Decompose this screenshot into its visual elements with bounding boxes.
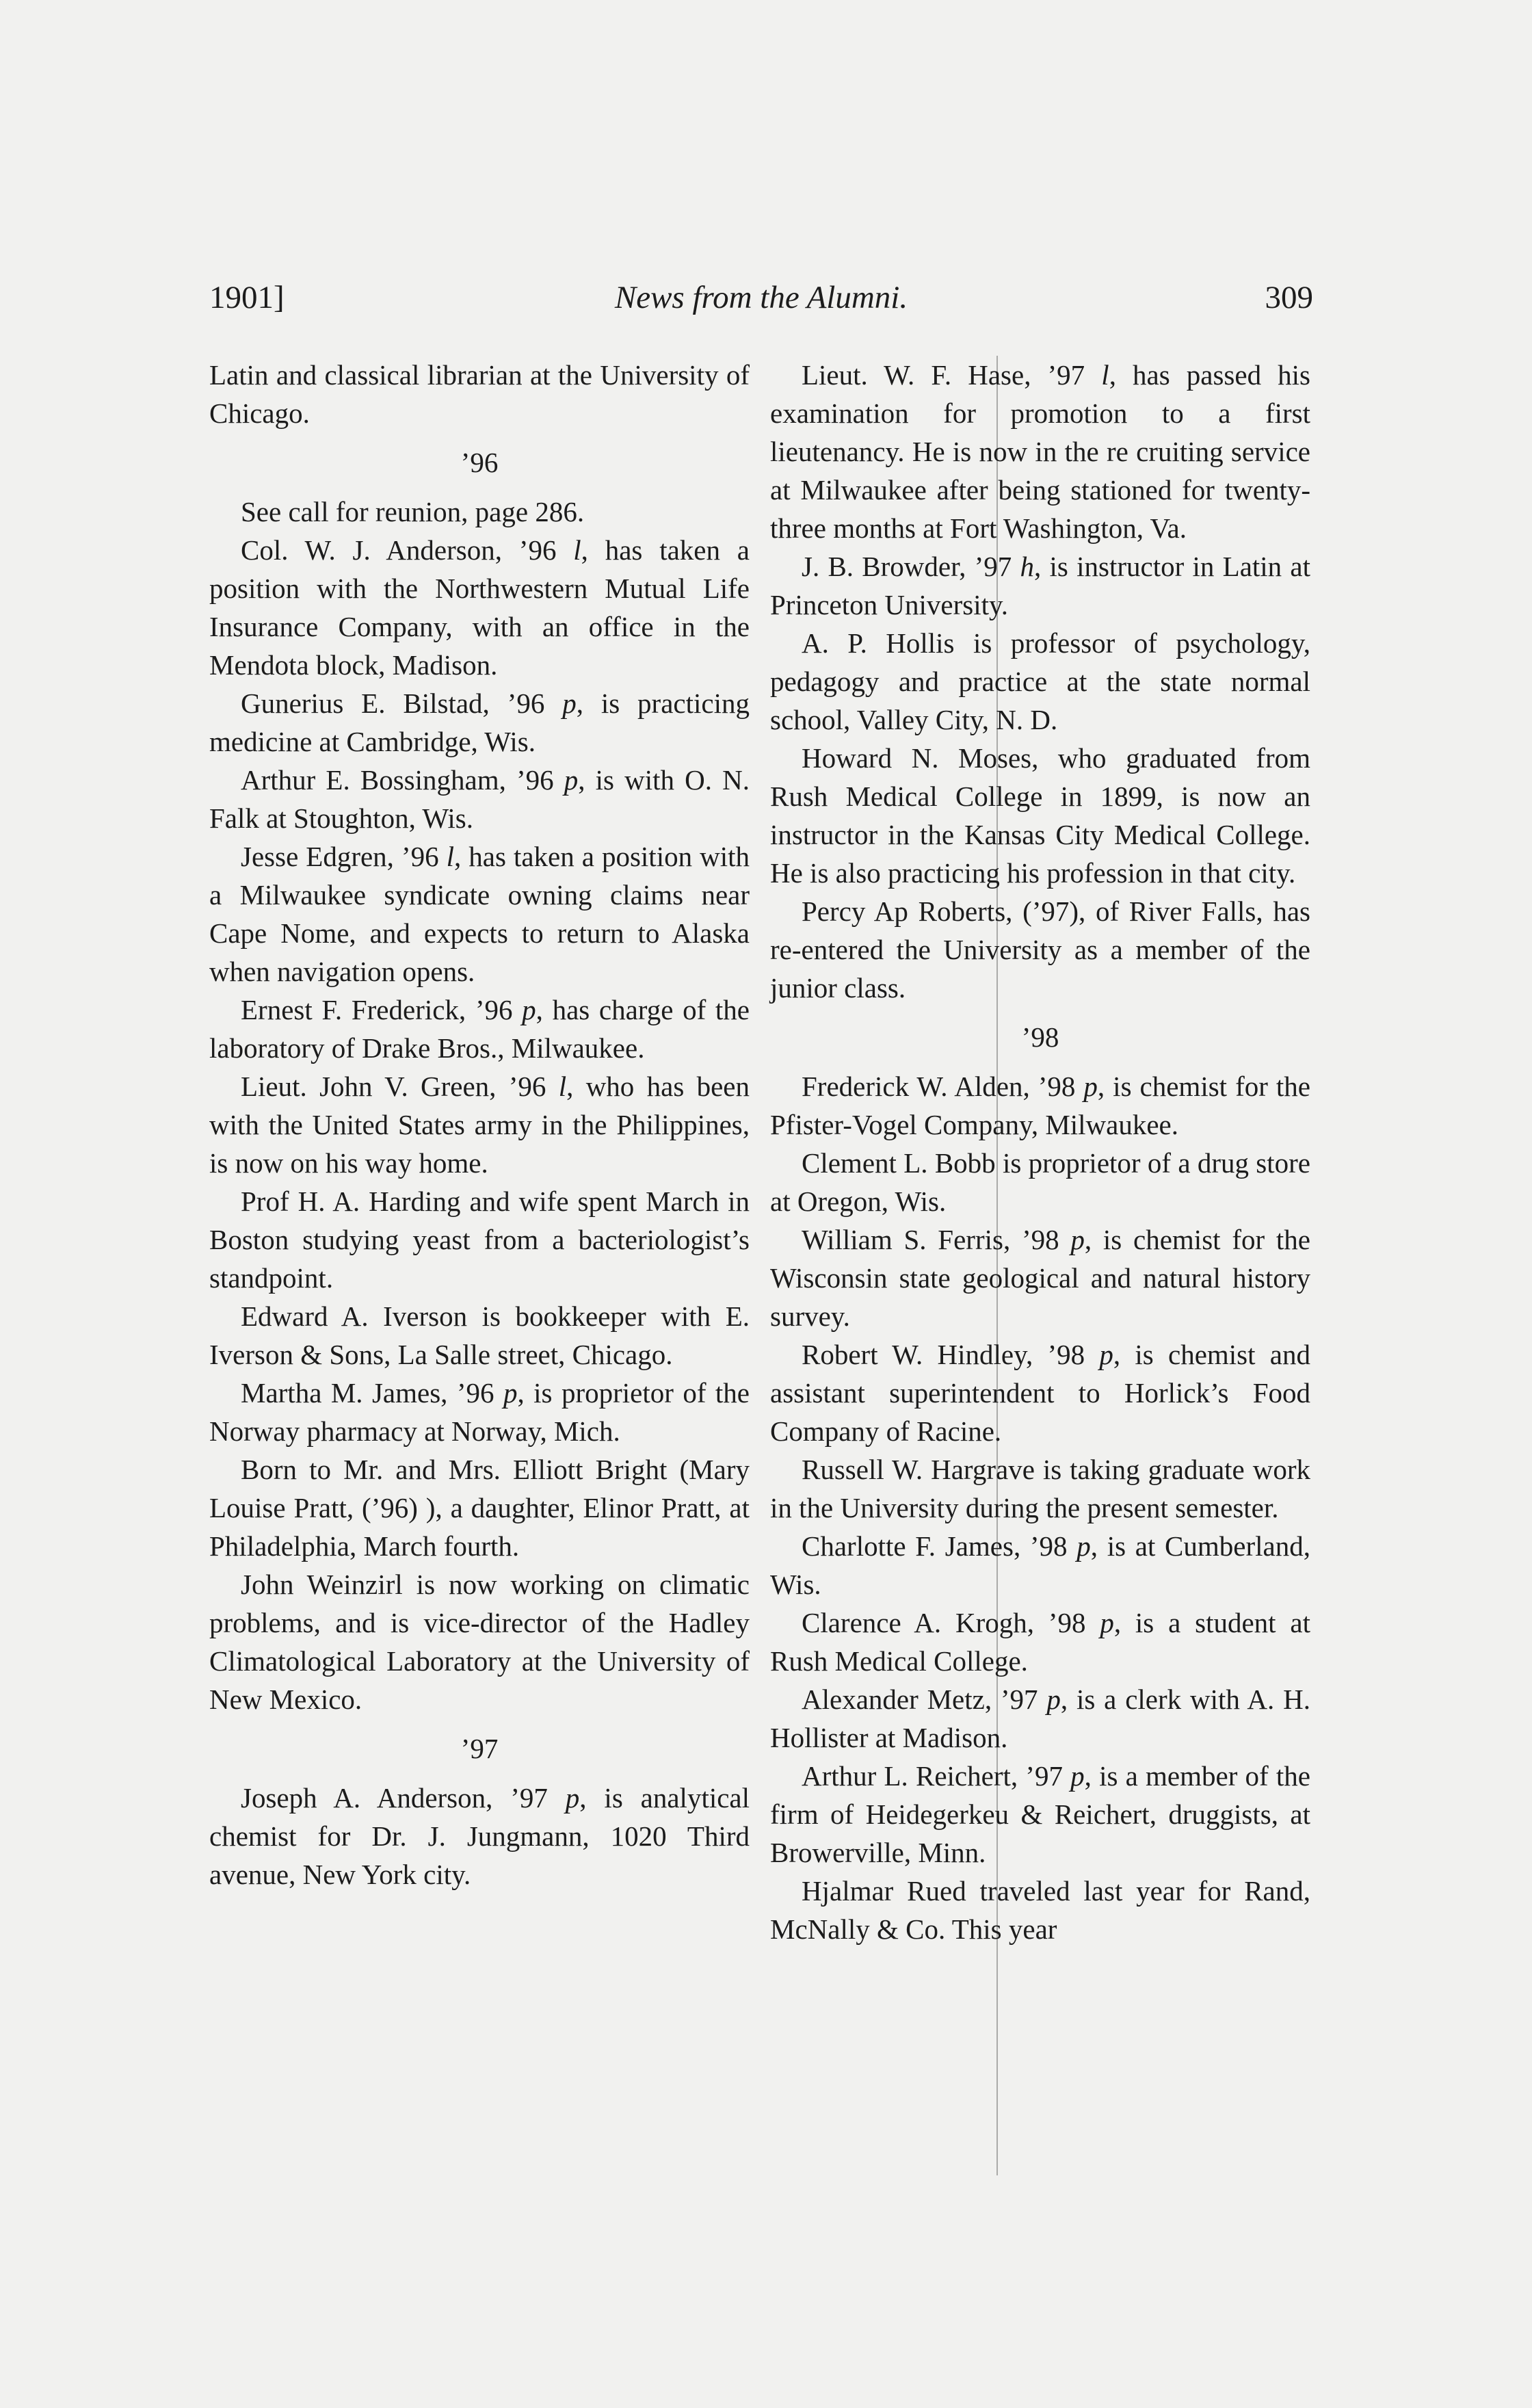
alumni-note: See call for reunion, page 286. xyxy=(241,496,585,527)
alumni-note: Robert W. Hindley, ’98 p, is chemist and assistant superintendent to Horlick’s Food Company of Racine. xyxy=(770,1339,1310,1447)
alumni-note: William S. Ferris, ’98 p, is chemist for the Wisconsin state geological and natural history survey. xyxy=(770,1224,1310,1332)
class-year-heading: ’97 xyxy=(460,1733,499,1764)
alumni-note: Charlotte F. James, ’98 p, is at Cumberland, Wis. xyxy=(770,1530,1310,1600)
alumni-note: Joseph A. Anderson, ’97 p, is analytical chemist for Dr. J. Jungmann, 1020 Third avenue, New York city. xyxy=(209,1782,750,1890)
alumni-note: Gunerius E. Bilstad, ’96 p, is practicing medicine at Cambridge, Wis. xyxy=(209,688,750,757)
alumni-note: Howard N. Moses, who graduated from Rush Medical College in 1899, is now an instructor in the Kansas City Medical College. He is also practicing his profession in that city. xyxy=(770,742,1310,889)
alumni-note: Edward A. Iverson is bookkeeper with E. Iverson & Sons, La Salle street, Chicago. xyxy=(209,1300,750,1370)
alumni-note: J. B. Browder, ’97 h, is instructor in Latin at Princeton University. xyxy=(770,551,1311,620)
alumni-note: Clement L. Bobb is proprietor of a drug store at Oregon, Wis. xyxy=(770,1147,1310,1217)
class-year-heading: ’96 xyxy=(460,447,499,478)
alumni-note: A. P. Hollis is professor of psychology, pedagogy and practice at the state normal school, Valley City, N. D. xyxy=(770,627,1310,735)
alumni-note: Alexander Metz, ’97 p, is a clerk with A. H. Hollister at Madison. xyxy=(770,1684,1310,1753)
alumni-note: Arthur L. Reichert, ’97 p, is a member of the firm of Heidegerkeu & Reichert, druggists, at Browerville, Minn. xyxy=(770,1760,1310,1868)
alumni-note: Lieut. John V. Green, ’96 l, who has been with the United States army in the Philippines, is now on his way home. xyxy=(209,1071,750,1179)
header-title: News from the Alumni. xyxy=(614,280,908,315)
alumni-note: Col. W. J. Anderson, ’96 l, has taken a position with the Northwestern Mutual Life Insurance Company, with an office in the Mendota block, Madison. xyxy=(209,534,750,681)
right-column xyxy=(770,356,1310,1948)
class-year-heading: ’98 xyxy=(1021,1021,1059,1053)
alumni-note: Jesse Edgren, ’96 l, has taken a position with a Milwaukee syndicate owning claims near Cape Nome, and expects to return to Alaska when navigation opens. xyxy=(209,841,750,987)
alumni-note: Clarence A. Krogh, ’98 p, is a student at Rush Medical College. xyxy=(770,1607,1310,1677)
left-column xyxy=(209,356,750,1894)
header-year: 1901] xyxy=(209,280,285,315)
alumni-note: Percy Ap Roberts, (’97), of River Falls, has re-entered the University as a member of the junior class. xyxy=(770,895,1310,1004)
alumni-note: Frederick W. Alden, ’98 p, is chemist for the Pfister-Vogel Company, Milwaukee. xyxy=(770,1071,1310,1140)
alumni-note: Arthur E. Bossingham, ’96 p, is with O. N. Falk at Stoughton, Wis. xyxy=(209,764,750,834)
page-number: 309 xyxy=(1265,280,1313,315)
running-header xyxy=(209,274,1313,322)
alumni-note: John Weinzirl is now working on climatic problems, and is vice-director of the Hadley Climatological Laboratory at the University of New Mexico. xyxy=(209,1569,750,1715)
alumni-note: Latin and classical librarian at the University of Chicago. xyxy=(209,359,750,429)
alumni-note: Lieut. W. F. Hase, ’97 l, has passed his examination for promotion to a first lieutenancy. He is now in the re cruiting service at Milwaukee after being stationed for twenty-three months at Fort Washington, Va. xyxy=(770,359,1310,544)
alumni-note: Martha M. James, ’96 p, is proprietor of the Norway pharmacy at Norway, Mich. xyxy=(209,1377,750,1447)
alumni-note: Hjalmar Rued traveled last year for Rand, McNally & Co. This year xyxy=(770,1875,1310,1945)
alumni-note: Ernest F. Frederick, ’96 p, has charge of the laboratory of Drake Bros., Milwaukee. xyxy=(209,994,750,1064)
alumni-note: Born to Mr. and Mrs. Elliott Bright (Mary Louise Pratt, (’96) ), a daughter, Elinor Pratt, at Philadelphia, March fourth. xyxy=(209,1454,750,1562)
alumni-note: Prof H. A. Harding and wife spent March in Boston studying yeast from a bacteriologist’s standpoint. xyxy=(209,1186,750,1294)
alumni-note: Russell W. Hargrave is taking graduate work in the University during the present semester. xyxy=(770,1454,1310,1523)
